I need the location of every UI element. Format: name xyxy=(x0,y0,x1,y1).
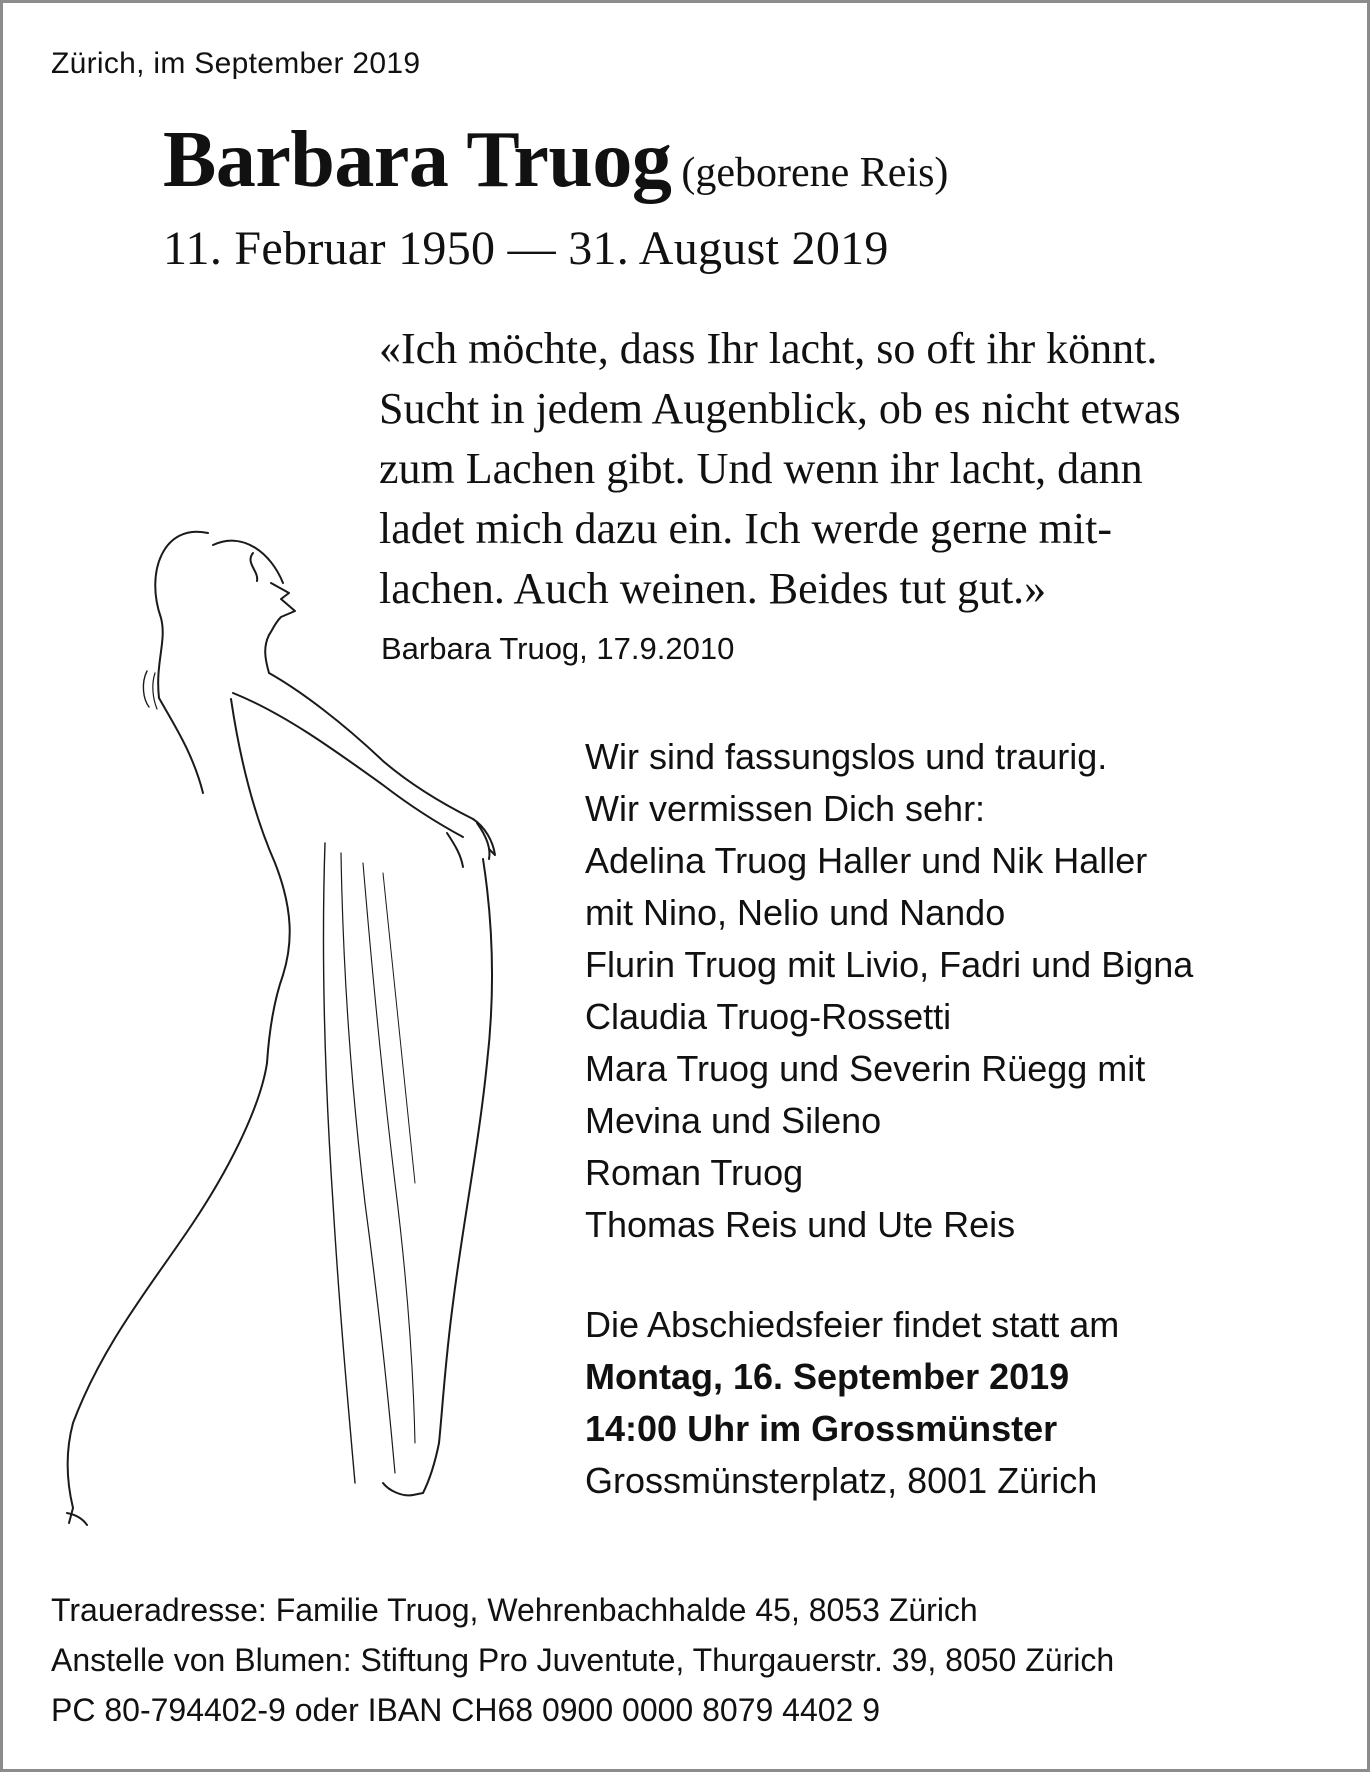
mourners-line: Adelina Truog Haller und Nik Haller xyxy=(585,840,1148,881)
mourners-line: Mara Truog und Severin Rüegg mit xyxy=(585,1048,1146,1089)
birth-name: (geborene Reis) xyxy=(681,150,949,196)
ceremony-time-place: 14:00 Uhr im Grossmünster xyxy=(585,1408,1058,1449)
ceremony-date: Montag, 16. September 2019 xyxy=(585,1356,1070,1397)
quote-attribution: Barbara Truog, 17.9.2010 xyxy=(381,631,735,666)
mourners-line: Wir vermissen Dich sehr: xyxy=(585,788,986,829)
place-date: Zürich, im September 2019 xyxy=(51,47,421,80)
mourners-line: mit Nino, Nelio und Nando xyxy=(585,892,1006,933)
quote-line: «Ich möchte, dass Ihr lacht, so oft ihr könnt. xyxy=(379,324,1158,373)
name-heading xyxy=(163,115,948,206)
life-dates: 11. Februar 1950 — 31. August 2019 xyxy=(163,222,889,275)
mourners-line: Claudia Truog-Rossetti xyxy=(585,996,952,1037)
mourners-list xyxy=(585,731,1193,1251)
woman-line-drawing-icon xyxy=(43,523,583,1533)
account-info: PC 80-794402-9 oder IBAN CH68 0900 0000 8079 4402 9 xyxy=(51,1692,881,1728)
ceremony-info xyxy=(585,1299,1119,1507)
donation-info: Anstelle von Blumen: Stiftung Pro Juventute, Thurgauerstr. 39, 8050 Zürich xyxy=(51,1642,1115,1678)
quote-line: zum Lachen gibt. Und wenn ihr lacht, dann xyxy=(379,444,1143,493)
footer-info xyxy=(51,1585,1114,1735)
ceremony-address: Grossmünsterplatz, 8001 Zürich xyxy=(585,1460,1098,1501)
mourners-line: Roman Truog xyxy=(585,1152,804,1193)
mourners-line: Thomas Reis und Ute Reis xyxy=(585,1204,1016,1245)
deceased-name: Barbara Truog xyxy=(163,116,672,204)
quote xyxy=(379,319,1319,619)
quote-line: lachen. Auch weinen. Beides tut gut.» xyxy=(379,564,1047,613)
mourning-address: Traueradresse: Familie Truog, Wehrenbachhalde 45, 8053 Zürich xyxy=(51,1592,978,1628)
mourners-line: Flurin Truog mit Livio, Fadri und Bigna xyxy=(585,944,1194,985)
quote-line: Sucht in jedem Augenblick, ob es nicht etwas xyxy=(379,384,1181,433)
ceremony-intro: Die Abschiedsfeier findet statt am xyxy=(585,1304,1120,1345)
mourners-line: Mevina und Sileno xyxy=(585,1100,882,1141)
mourners-line: Wir sind fassungslos und traurig. xyxy=(585,736,1108,777)
quote-line: ladet mich dazu ein. Ich werde gerne mit- xyxy=(379,504,1113,553)
